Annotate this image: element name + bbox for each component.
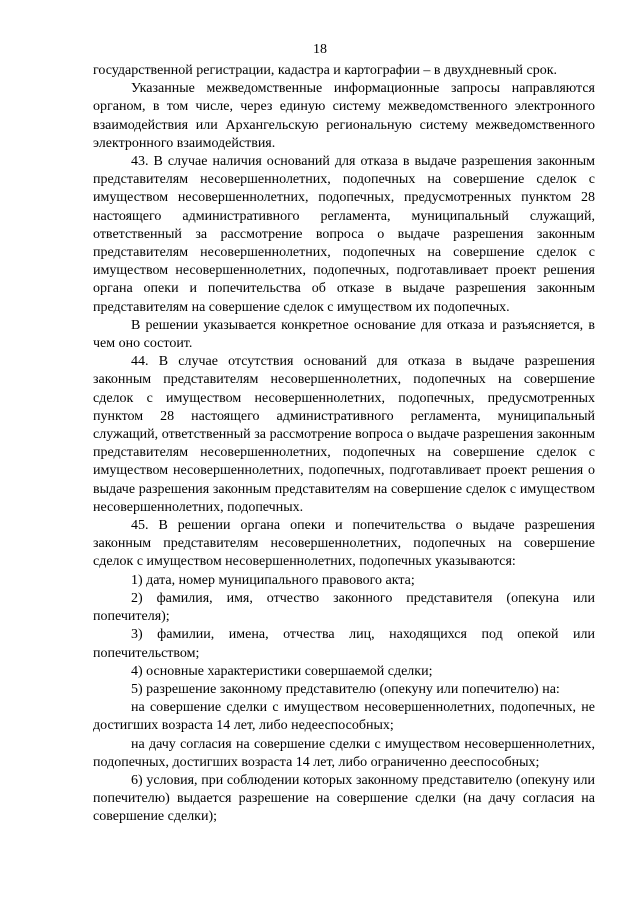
paragraph-continuation: государственной регистрации, кадастра и картографии – в двухдневный срок. bbox=[93, 63, 558, 78]
paragraph-clause-44: 44. В случае отсутствия оснований для отказа в выдаче разрешения законным представителям несовершеннолетних, подопечных на совершение сделок с имуществом несовершеннолетних, подопечных, предусмотренных пунктом 28 настоящего административного регламента, муниципальный служащий, ответственный за рассмотрение вопроса о выдаче разрешения законным представителям несовершеннолетних, подопечных на совершение сделок с имуществом несовершеннолетних, подопечных, подготавливает проект решения о выдаче разрешения законным представителям на совершение сделок с имуществом несовершеннолетних, подопечных. bbox=[93, 354, 595, 515]
paragraph-refusal-grounds: В решении указывается конкретное основание для отказа и разъясняется, в чем оно состоит. bbox=[93, 317, 595, 352]
list-item-3: 3) фамилии, имена, отчества лиц, находящихся под опекой или попечительством; bbox=[93, 627, 595, 661]
list-item-6: 6) условия, при соблюдении которых законному представителю (опекуну или попечителю) выдается разрешение на совершение сделки (на дачу согласия на совершение сделки); bbox=[93, 772, 595, 825]
list-item-5-sub-1: на совершение сделки с имуществом несовершеннолетних, подопечных, не достигших возраста 14 лет, либо недееспособных; bbox=[93, 700, 595, 734]
list-item-5-sub-2: на дачу согласия на совершение сделки с имуществом несовершеннолетних, подопечных, достигших возраста 14 лет, либо ограниченно дееспособных; bbox=[93, 736, 595, 770]
list-item-5: 5) разрешение законному представителю (опекуну или попечителю) на: bbox=[131, 681, 560, 697]
paragraph-clause-43: 43. В случае наличия оснований для отказа в выдаче разрешения законным представителям несовершеннолетних, подопечных на совершение сделок с имуществом несовершеннолетних, подопечных, предусмотренных пунктом 28 настоящего административного регламента, муниципальный служащий, ответственный за рассмотрение вопроса о выдаче разрешения законным представителям несовершеннолетних, подопечных на совершение сделок с имуществом несовершеннолетних, подопечных, подготавливает проект решения органа опеки и попечительства об отказе в выдаче разрешения законным представителям на совершение сделок с имуществом их подопечных. bbox=[93, 154, 595, 315]
list-item-1: 1) дата, номер муниципального правового акта; bbox=[131, 572, 415, 588]
paragraph-interdepartmental-requests: Указанные межведомственные информационные запросы направляются органом, в том числе, через единую систему межведомственного электронного взаимодействия или Архангельскую региональную систему межведомственного электронного взаимодействия. bbox=[93, 81, 595, 151]
list-item-4: 4) основные характеристики совершаемой сделки; bbox=[131, 663, 433, 679]
list-item-2: 2) фамилия, имя, отчество законного представителя (опекуна или попечителя); bbox=[93, 590, 595, 625]
page-number: 18 bbox=[313, 42, 327, 57]
document-body bbox=[93, 62, 595, 827]
paragraph-clause-45: 45. В решении органа опеки и попечительства о выдаче разрешения законным представителям несовершеннолетних, подопечных на совершение сделок с имуществом несовершеннолетних, подопечных указываются: bbox=[93, 518, 595, 570]
